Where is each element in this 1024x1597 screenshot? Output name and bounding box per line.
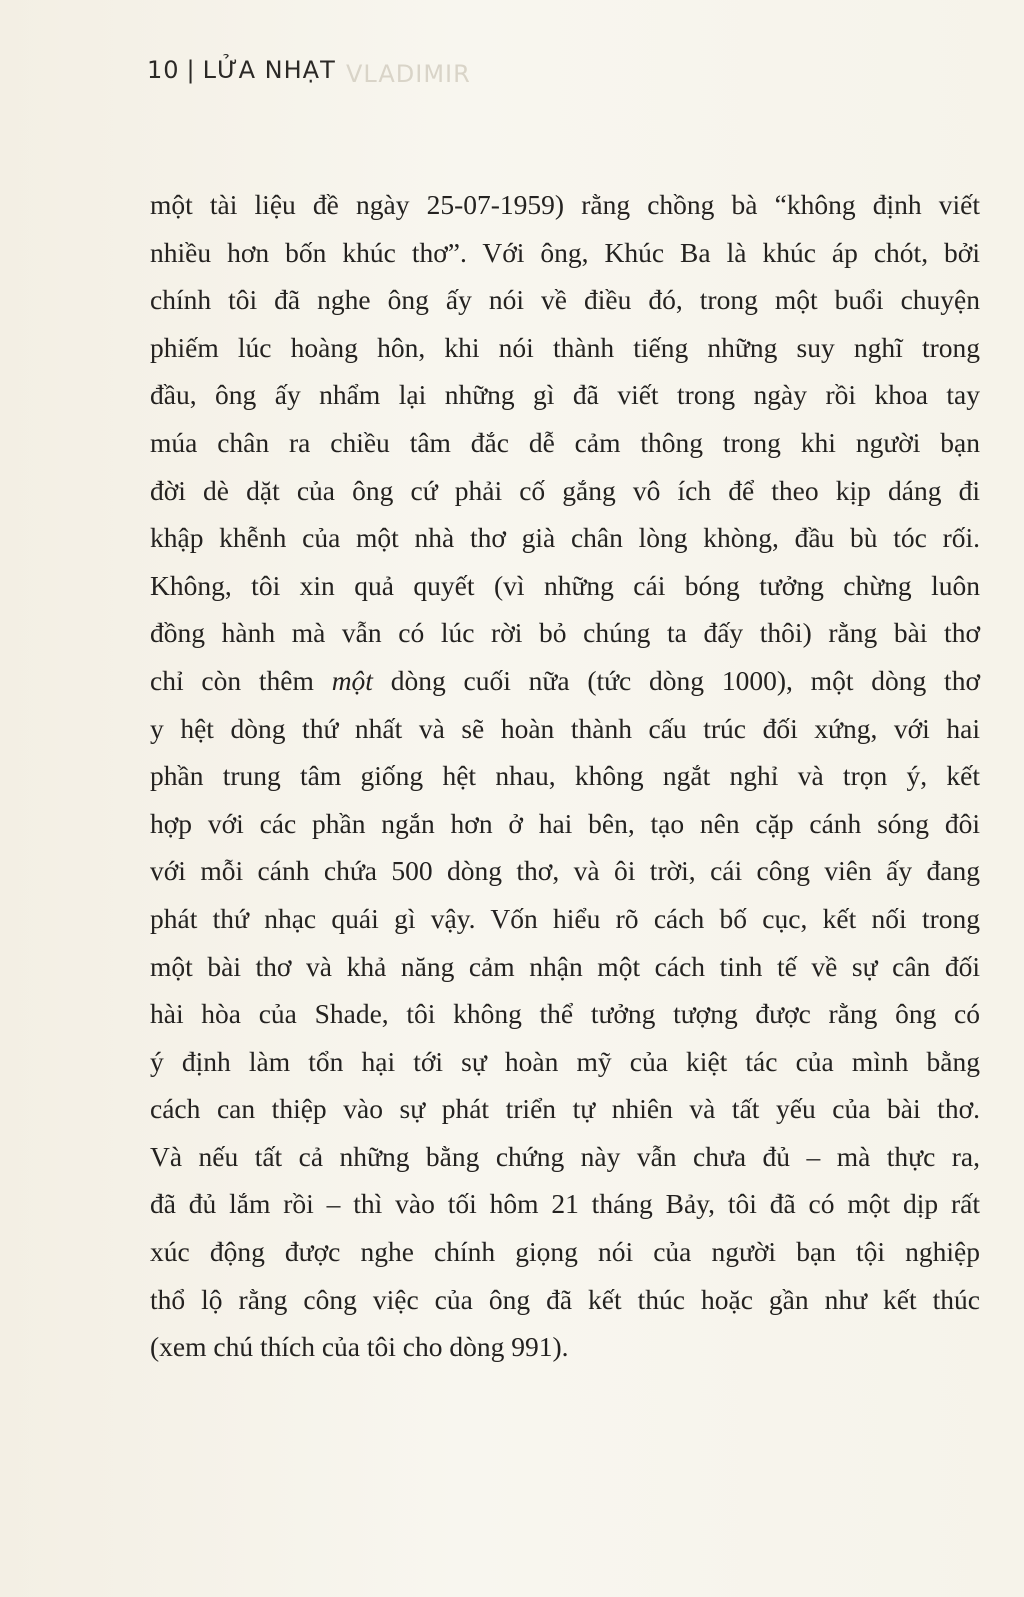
- text-line: múa chân ra chiều tâm đắc dễ cảm thông trong khi người bạn: [150, 426, 980, 458]
- emphasis-word: một: [331, 664, 373, 696]
- text-line: với mỗi cánh chứa 500 dòng thơ, và ôi trời, cái công viên ấy đang: [150, 855, 980, 887]
- text-line: hài hòa của Shade, tôi không thể tưởng tượng được rằng ông có: [150, 998, 980, 1030]
- text-line: đồng hành mà vẫn có lúc rời bỏ chúng ta đấy thôi) rằng bài thơ: [150, 617, 980, 649]
- page-number: 10: [147, 56, 180, 84]
- text-line-with-emphasis: [150, 657, 980, 705]
- text-line: nhiều hơn bốn khúc thơ”. Với ông, Khúc Ba là khúc áp chót, bởi: [150, 236, 980, 268]
- text-line: đầu, ông ấy nhẩm lại những gì đã viết trong ngày rồi khoa tay: [150, 379, 980, 411]
- body-text: [150, 181, 980, 1371]
- text-line: Và nếu tất cả những bằng chứng này vẫn chưa đủ – mà thực ra,: [150, 1140, 980, 1172]
- text-line: ý định làm tổn hại tới sự hoàn mỹ của kiệt tác của mình bằng: [150, 1045, 980, 1077]
- text-line: chính tôi đã nghe ông ấy nói về điều đó, trong một buổi chuyện: [150, 284, 980, 316]
- text-line: một tài liệu đề ngày 25-07-1959) rằng chồng bà “không định viết: [150, 189, 980, 220]
- text-line: Không, tôi xin quả quyết (vì những cái bóng tưởng chừng luôn: [150, 569, 980, 601]
- text-line: một bài thơ và khả năng cảm nhận một cách tinh tế về sự cân đối: [150, 950, 980, 982]
- text-line: y hệt dòng thứ nhất và sẽ hoàn thành cấu trúc đối xứng, với hai: [150, 712, 980, 744]
- text-line: khập khễnh của một nhà thơ già chân lòng khòng, đầu bù tóc rối.: [150, 522, 980, 554]
- text-run: dòng cuối nữa (tức dòng 1000), một dòng thơ: [372, 664, 980, 696]
- bleed-through-text: VLADIMIR: [346, 60, 471, 88]
- running-header: [147, 56, 336, 84]
- text-line: đời dè dặt của ông cứ phải cố gắng vô ích để theo kịp dáng đi: [150, 474, 980, 506]
- text-line: phát thứ nhạc quái gì vậy. Vốn hiểu rõ cách bố cục, kết nối trong: [150, 902, 980, 934]
- text-line: thổ lộ rằng công việc của ông đã kết thúc hoặc gần như kết thúc: [150, 1283, 980, 1315]
- text-line: đã đủ lắm rồi – thì vào tối hôm 21 tháng Bảy, tôi đã có một dịp rất: [150, 1188, 980, 1220]
- text-line: phiếm lúc hoàng hôn, khi nói thành tiếng những suy nghĩ trong: [150, 331, 980, 363]
- text-line: (xem chú thích của tôi cho dòng 991).: [150, 1331, 569, 1363]
- text-line: phần trung tâm giống hệt nhau, không ngắt nghỉ và trọn ý, kết: [150, 760, 980, 792]
- text-line: xúc động được nghe chính giọng nói của người bạn tội nghiệp: [150, 1236, 980, 1268]
- book-title: LỬA NHẠT: [202, 56, 336, 84]
- text-run: chỉ còn thêm: [150, 664, 332, 696]
- text-line: cách can thiệp vào sự phát triển tự nhiên và tất yếu của bài thơ.: [150, 1093, 980, 1125]
- header-separator: |: [186, 56, 196, 84]
- text-line: hợp với các phần ngắn hơn ở hai bên, tạo nên cặp cánh sóng đôi: [150, 807, 980, 839]
